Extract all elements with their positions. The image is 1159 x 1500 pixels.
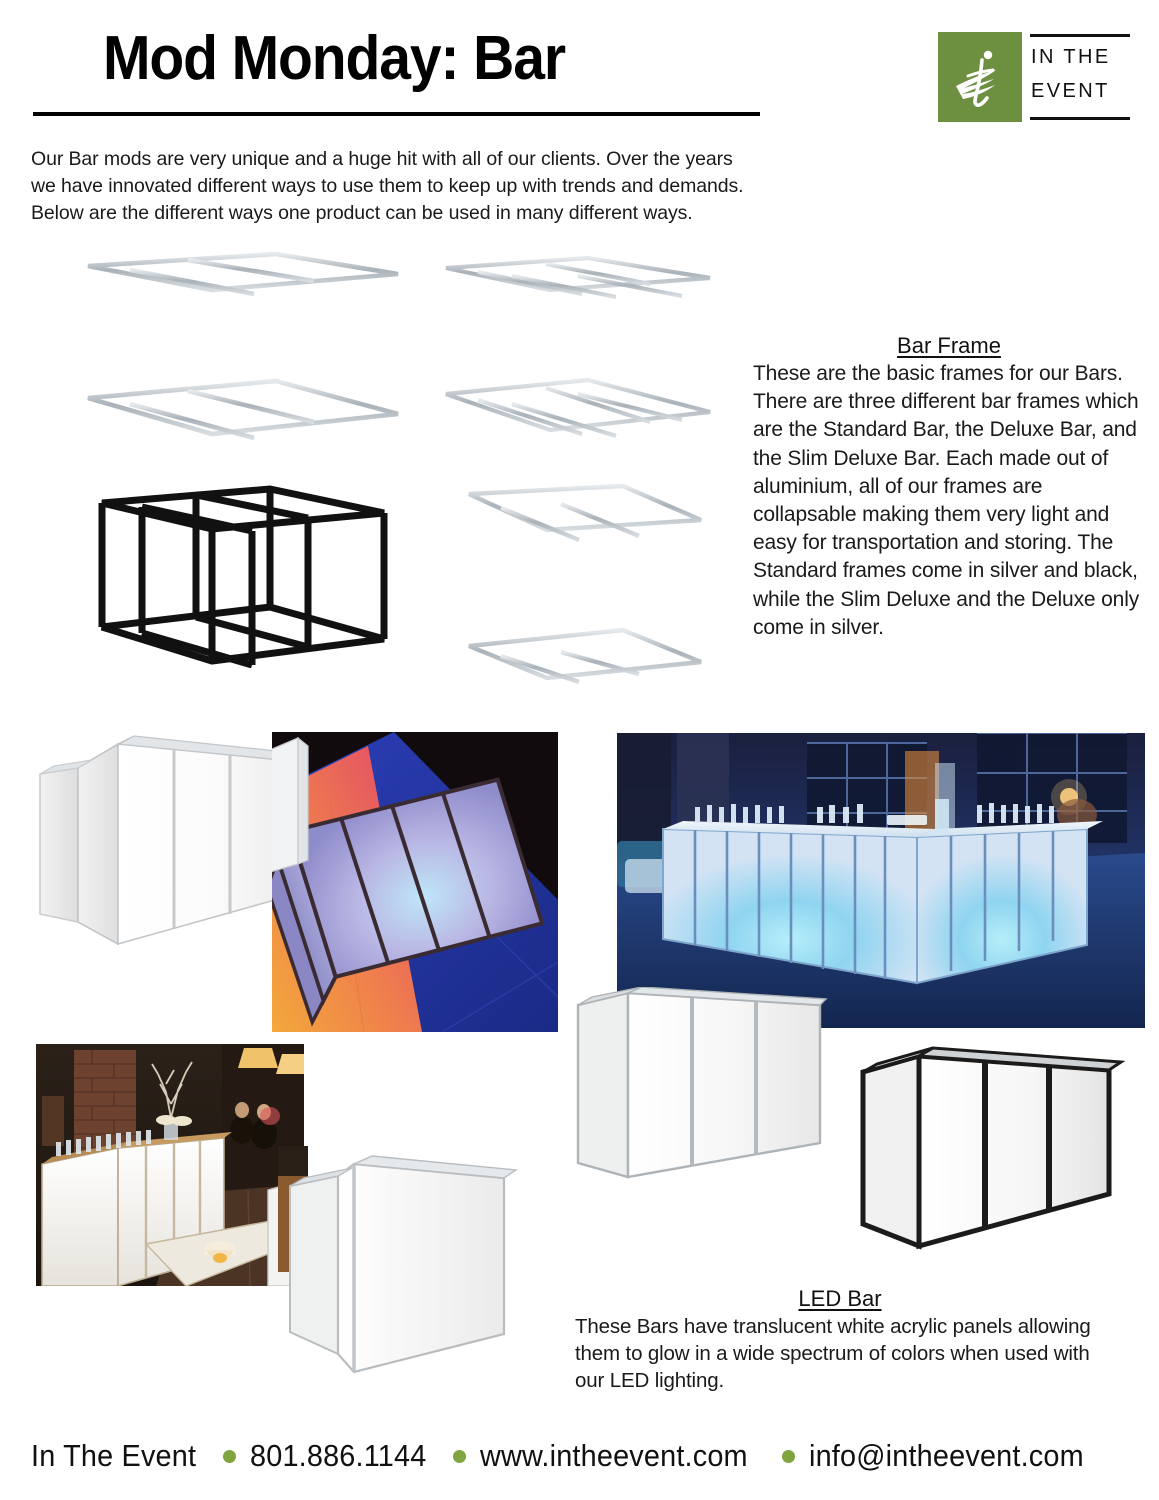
standard-silver-frame-icon: [78, 248, 408, 443]
angled-led-bar-image: [272, 732, 558, 1032]
white-corner-bar-image: [278, 1146, 520, 1382]
intro-line-1: Our Bar mods are very unique and a huge hit with all of our clients. Over the years: [31, 148, 733, 170]
logo-line-event: EVENT: [1031, 80, 1110, 102]
bullet-separator-icon-1: [223, 1450, 236, 1463]
page-footer: [0, 1424, 1159, 1500]
footer-phone[interactable]: 801.886.1144: [249, 1438, 427, 1473]
led-bar-body: These Bars have translucent white acrylic panels allowing them to glow in a wide spectrum of colors when used with our LED lighting.: [575, 1315, 1091, 1392]
logo-line-in-the: IN THE: [1031, 46, 1111, 68]
footer-company-name: In The Event: [31, 1438, 197, 1473]
deluxe-silver-frame-icon: [438, 254, 718, 444]
led-bar-heading: LED Bar: [798, 1286, 882, 1311]
intro-paragraph: [31, 146, 931, 227]
warm-venue-bar-image: [36, 1044, 304, 1286]
blue-led-venue-image: [617, 733, 1145, 1028]
page-header: [0, 0, 1159, 140]
frame-standard-black-diagram: [92, 483, 392, 668]
logo-wordmark: [1030, 32, 1130, 122]
te-monogram-icon: [938, 32, 1022, 122]
frame-slim-deluxe-diagram: [455, 478, 713, 686]
black-frame-bar-image: [857, 1042, 1149, 1262]
standard-black-frame-icon: [92, 483, 392, 668]
bar-frame-body: These are the basic frames for our Bars. There are three different bar frames which are the Standard Bar, the Deluxe Bar, and the Slim Deluxe Bar. Each made out of aluminium, all of our frames are collapsable making them very light and easy for transportation and storing. The Standard frames come in silver and black, while the Slim Deluxe and the Deluxe only come in silver.: [753, 362, 1140, 639]
photo-warm-venue: [36, 1044, 304, 1286]
photo-white-corner-bar: [278, 1146, 520, 1382]
frame-standard-silver-diagram: [78, 248, 408, 443]
intro-line-3: Below are the different ways one product can be used in many different ways.: [31, 202, 693, 224]
footer-website[interactable]: www.intheevent.com: [480, 1438, 749, 1473]
photo-blue-led-venue: [617, 733, 1145, 1028]
bullet-separator-icon-2: [453, 1450, 466, 1463]
page-title: Mod Monday: Bar: [103, 24, 565, 93]
led-bar-text-block: [575, 1285, 1105, 1394]
white-bar-left-image: [34, 726, 296, 976]
footer-email[interactable]: info@intheevent.com: [809, 1438, 1085, 1473]
frame-diagrams: [0, 240, 740, 700]
logo-rule-top: [1030, 34, 1130, 37]
bar-frame-text-block: [753, 332, 1145, 642]
intro-line-2: we have innovated different ways to use them to keep up with trends and demands.: [31, 175, 744, 197]
bullet-separator-icon-3: [782, 1450, 795, 1463]
footer-contact-bar: [31, 1438, 1105, 1474]
title-divider: [33, 112, 760, 116]
bar-frame-heading: Bar Frame: [897, 333, 1001, 358]
photo-white-bar-left: [34, 726, 296, 976]
photo-white-bar-silver: [570, 987, 830, 1199]
white-bar-silver-image: [570, 987, 830, 1199]
slim-deluxe-frame-icon: [455, 478, 713, 686]
photo-black-frame-bar: [857, 1042, 1149, 1262]
photo-angled-led: [272, 732, 558, 1032]
frame-deluxe-silver-diagram: [438, 254, 718, 444]
logo-rule-bottom: [1030, 117, 1130, 120]
brand-logo: [938, 32, 1130, 122]
